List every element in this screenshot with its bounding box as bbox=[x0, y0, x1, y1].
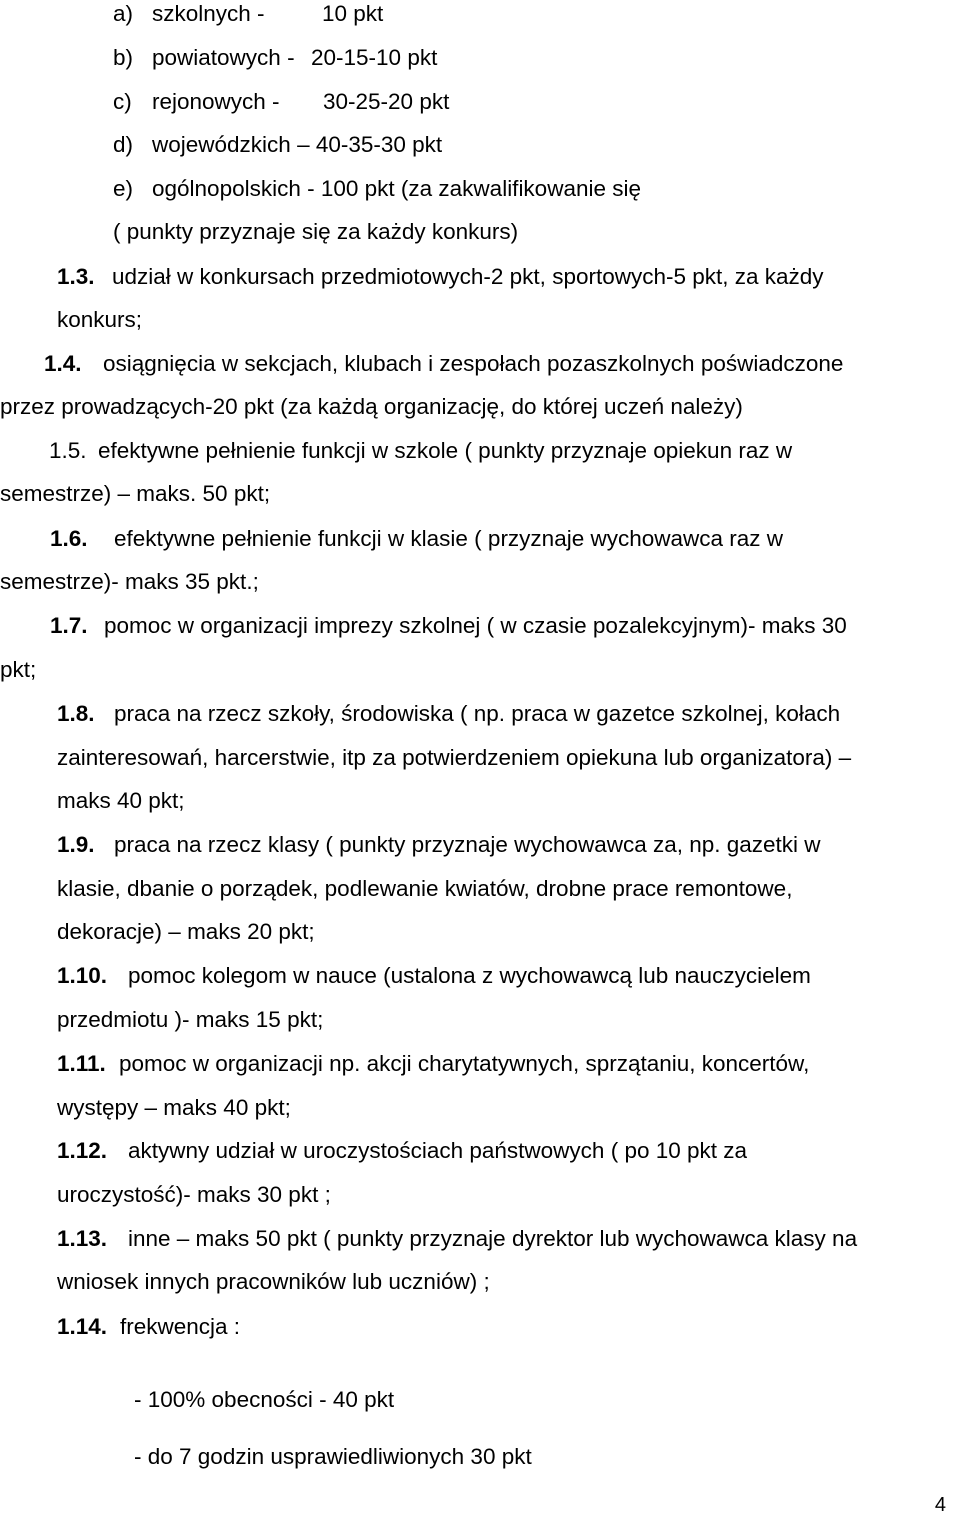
item-text: udział w konkursach przedmiotowych-2 pkt, sportowych-5 pkt, za każdy bbox=[112, 264, 824, 289]
item-number: 1.10. bbox=[57, 963, 108, 988]
attendance-line: - 100% obecności - 40 pkt bbox=[134, 1387, 395, 1412]
item-text: aktywny udział w uroczystościach państwowych ( po 10 pkt za bbox=[128, 1138, 748, 1163]
item-number: 1.3. bbox=[57, 264, 95, 289]
item-text: klasie, dbanie o porządek, podlewanie kwiatów, drobne prace remontowe, bbox=[57, 876, 793, 901]
item-text: maks 40 pkt; bbox=[57, 788, 185, 813]
item-text: praca na rzecz szkoły, środowiska ( np. praca w gazetce szkolnej, kołach bbox=[114, 701, 841, 726]
attendance-line: - do 7 godzin usprawiedliwionych 30 pkt bbox=[134, 1444, 532, 1469]
item-number: 1.9. bbox=[57, 832, 95, 857]
item-text: semestrze) – maks. 50 pkt; bbox=[0, 481, 271, 506]
item-number: 1.7. bbox=[50, 613, 88, 638]
item-text: frekwencja : bbox=[120, 1314, 241, 1339]
list-text-e: ogólnopolskich - 100 pkt (za zakwalifikowanie się bbox=[152, 176, 642, 201]
list-text-d: wojewódzkich – 40-35-30 pkt bbox=[152, 132, 443, 157]
list-points-a: 10 pkt bbox=[322, 1, 384, 26]
item-text: wniosek innych pracowników lub uczniów) ; bbox=[57, 1269, 490, 1294]
item-text: praca na rzecz klasy ( punkty przyznaje wychowawca za, np. gazetki w bbox=[114, 832, 821, 857]
list-letter-b: b) bbox=[113, 45, 134, 70]
list-text-a: szkolnych - bbox=[152, 1, 265, 26]
item-text: pomoc kolegom w nauce (ustalona z wychowawcą lub nauczycielem bbox=[128, 963, 811, 988]
item-number: 1.12. bbox=[57, 1138, 108, 1163]
list-points-b: 20-15-10 pkt bbox=[311, 45, 438, 70]
item-text: dekoracje) – maks 20 pkt; bbox=[57, 919, 315, 944]
list-letter-e: e) bbox=[113, 176, 134, 201]
item-text: uroczystość)- maks 30 pkt ; bbox=[57, 1182, 331, 1207]
item-text: konkurs; bbox=[57, 307, 143, 332]
list-text-b: powiatowych - bbox=[152, 45, 295, 70]
list-letter-a: a) bbox=[113, 1, 134, 26]
item-number: 1.8. bbox=[57, 701, 95, 726]
item-number: 1.11. bbox=[57, 1051, 106, 1076]
item-text: występy – maks 40 pkt; bbox=[57, 1095, 291, 1120]
item-text: semestrze)- maks 35 pkt.; bbox=[0, 569, 259, 594]
item-text: przedmiotu )- maks 15 pkt; bbox=[57, 1007, 324, 1032]
item-text: efektywne pełnienie funkcji w szkole ( punkty przyznaje opiekun raz w bbox=[98, 438, 793, 463]
item-text: pomoc w organizacji np. akcji charytatywnych, sprzątaniu, koncertów, bbox=[119, 1051, 810, 1076]
item-number: 1.14. bbox=[57, 1314, 108, 1339]
item-number: 1.6. bbox=[50, 526, 88, 551]
item-text: zainteresowań, harcerstwie, itp za potwierdzeniem opiekuna lub organizatora) – bbox=[57, 745, 852, 770]
item-number: 1.4. bbox=[44, 351, 82, 376]
item-text: osiągnięcia w sekcjach, klubach i zespołach pozaszkolnych poświadczone bbox=[103, 351, 844, 376]
list-letter-c: c) bbox=[113, 89, 132, 114]
list-text-c: rejonowych - bbox=[152, 89, 280, 114]
item-text: inne – maks 50 pkt ( punkty przyznaje dyrektor lub wychowawca klasy na bbox=[128, 1226, 858, 1251]
list-letter-d: d) bbox=[113, 132, 134, 157]
item-number: 1.13. bbox=[57, 1226, 108, 1251]
item-text: pkt; bbox=[0, 657, 37, 682]
item-text: efektywne pełnienie funkcji w klasie ( przyznaje wychowawca raz w bbox=[114, 526, 784, 551]
item-number: 1.5. bbox=[49, 438, 87, 463]
item-text: przez prowadzących-20 pkt (za każdą organizację, do której uczeń należy) bbox=[0, 394, 743, 419]
page-number: 4 bbox=[934, 1494, 946, 1516]
list-text-e-continued: ( punkty przyznaje się za każdy konkurs) bbox=[113, 219, 519, 244]
list-points-c: 30-25-20 pkt bbox=[323, 89, 450, 114]
item-text: pomoc w organizacji imprezy szkolnej ( w czasie pozalekcyjnym)- maks 30 bbox=[104, 613, 847, 638]
